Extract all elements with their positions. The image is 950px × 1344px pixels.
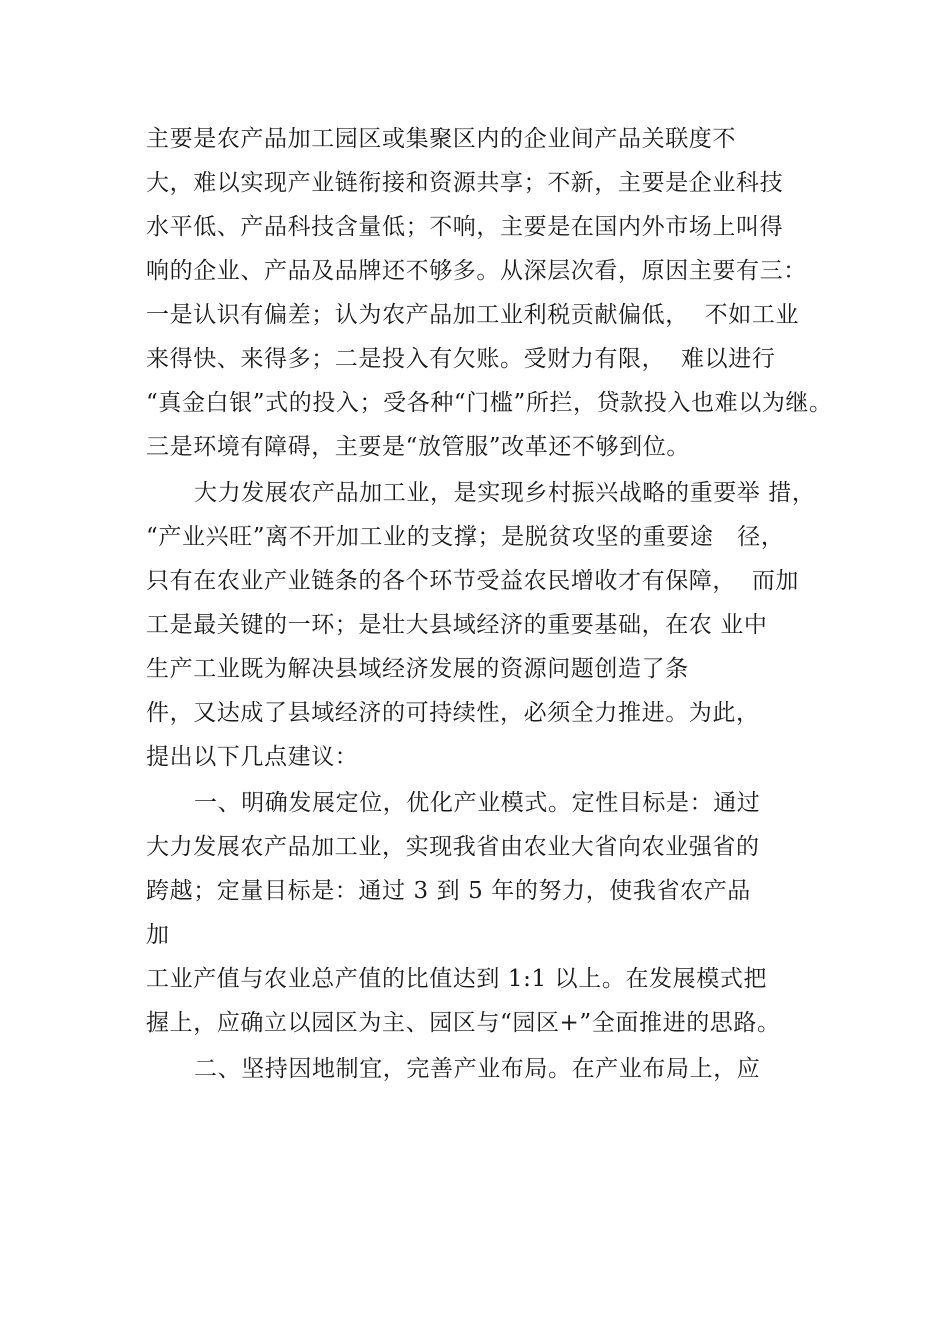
text-line: 三是环境有障碍，主要是“放管服”改革还不够到位。 bbox=[146, 434, 690, 460]
text-line: 响的企业、产品及品牌还不够多。从深层次看，原因主要有三： bbox=[146, 258, 807, 284]
text-line: 大，难以实现产业链衔接和资源共享；不新，主要是企业科技 bbox=[146, 170, 784, 196]
text-line: 水平低、产品科技含量低；不响，主要是在国内外市场上叫得 bbox=[146, 214, 784, 240]
text-line: 提出以下几点建议： bbox=[146, 744, 359, 770]
text-line: 大力发展农产品加工业，实现我省由农业大省向农业强省的 bbox=[146, 834, 760, 860]
text-line: 工是最关键的一环；是壮大县域经济的重要基础，在农 业中 bbox=[146, 612, 768, 638]
text-line: 加 bbox=[146, 922, 170, 948]
paragraph-first-line: 大力发展农产品加工业，是实现乡村振兴战略的重要举 措， bbox=[194, 480, 816, 506]
paragraph-first-line: 二、坚持因地制宜，完善产业布局。在产业布局上，应 bbox=[194, 1056, 761, 1082]
text-line: “真金白银”式的投入；受各种“门槛”所拦，贷款投入也难以为继。 bbox=[146, 390, 833, 416]
text-line: 只有在农业产业链条的各个环节受益农民增收才有保障， 而加 bbox=[146, 568, 800, 594]
text-line: 主要是农产品加工园区或集聚区内的企业间产品关联度不 bbox=[146, 126, 736, 152]
text-line: 工业产值与农业总产值的比值达到 1:1 以上。在发展模式把 bbox=[146, 966, 768, 992]
paragraph-first-line: 一、明确发展定位，优化产业模式。定性目标是：通过 bbox=[194, 790, 761, 816]
text-line: 生产工业既为解决县域经济发展的资源问题创造了条 bbox=[146, 656, 689, 682]
text-line: 来得快、来得多；二是投入有欠账。受财力有限， 难以进行 bbox=[146, 346, 776, 372]
text-line: 一是认识有偏差；认为农产品加工业利税贡献偏低， 不如工业 bbox=[146, 302, 800, 328]
text-line: 件，又达成了县域经济的可持续性，必须全力推进。为此， bbox=[146, 700, 760, 726]
text-line: 握上，应确立以园区为主、园区与“园区+”全面推进的思路。 bbox=[146, 1010, 781, 1036]
text-line: “产业兴旺”离不开加工业的支撑；是脱贫攻坚的重要途 径， bbox=[146, 524, 785, 550]
text-line: 跨越；定量目标是：通过 3 到 5 年的努力，使我省农产品 bbox=[146, 878, 751, 904]
